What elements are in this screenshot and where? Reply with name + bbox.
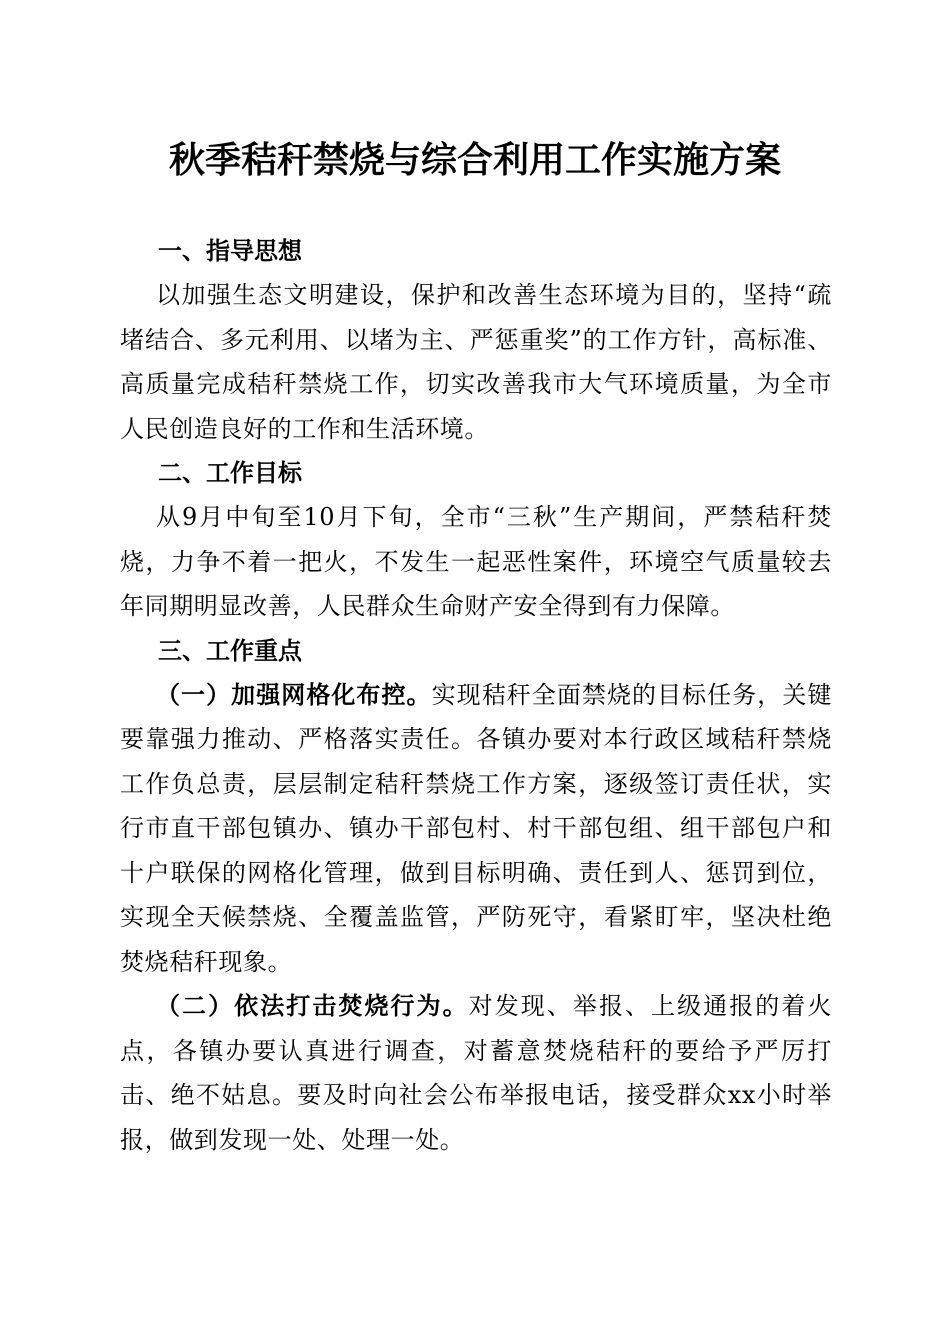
paragraph bbox=[120, 984, 832, 1162]
paragraph-text: 以加强生态文明建设，保护和改善生态环境为目的，坚持“疏堵结合、多元利用、以堵为主、严惩重奖”的工作方针，高标准、高质量完成秸秆禁烧工作，切实改善我市大气环境质量，为全市人民创造良好的工作和生活环境。 bbox=[120, 281, 832, 443]
section-heading: 一、指导思想 bbox=[158, 237, 302, 265]
section-work-focus bbox=[120, 629, 832, 1163]
section-guiding-thought bbox=[120, 229, 832, 451]
paragraph-text: 实现秸秆全面禁烧的目标任务，关键要靠强力推动、严格落实责任。各镇办要对本行政区域秸秆禁烧工作负总责，层层制定秸秆禁烧工作方案，逐级签订责任状，实行市直干部包镇办、镇办干部包村、村干部包组、组干部包户和十户联保的网格化管理，做到目标明确、责任到人、惩罚到位，实现全天候禁烧、全覆盖监管，严防死守，看紧盯牢，坚决杜绝焚烧秸秆现象。 bbox=[120, 680, 832, 976]
document-title: 秋季秸秆禁烧与综合利用工作实施方案 bbox=[168, 139, 781, 181]
paragraph-lead: （二）依法打击焚烧行为。 bbox=[156, 991, 469, 1020]
paragraph-text: 从9月中旬至10月下旬，全市“三秋”生产期间，严禁秸秆焚烧，力争不着一把火，不发生一起恶性案件，环境空气质量较去年同期明显改善，人民群众生命财产安全得到有力保障。 bbox=[120, 503, 832, 620]
document-body bbox=[120, 229, 832, 1162]
section-work-goals bbox=[120, 451, 832, 629]
paragraph bbox=[120, 673, 832, 985]
paragraph-lead: （一）加强网格化布控。 bbox=[156, 679, 432, 709]
section-heading: 三、工作重点 bbox=[158, 636, 302, 665]
paragraph-text: 对发现、举报、上级通报的着火点，各镇办要认真进行调查，对蓄意焚烧秸秆的要给予严厉打击、绝不姑息。要及时向社会公布举报电话，接受群众xx小时举报，做到发现一处、处理一处。 bbox=[120, 992, 832, 1154]
paragraph bbox=[120, 273, 832, 451]
section-heading: 二、工作目标 bbox=[158, 459, 302, 487]
paragraph bbox=[120, 495, 832, 629]
